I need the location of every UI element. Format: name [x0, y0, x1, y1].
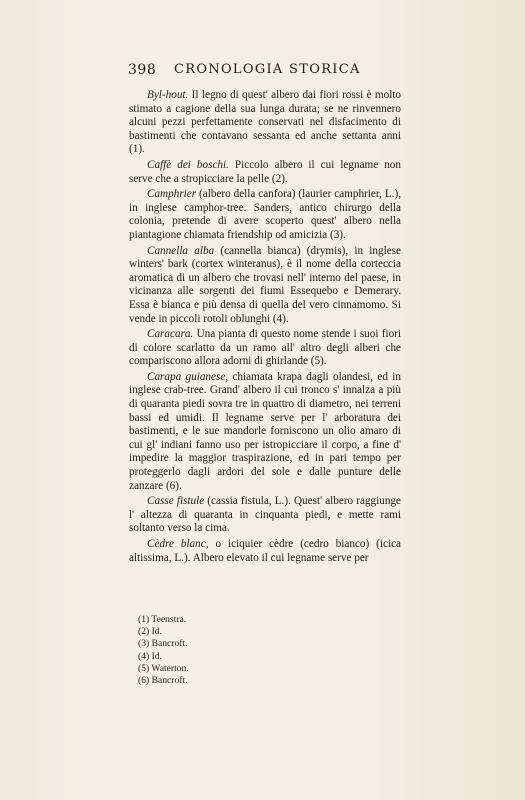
entry-caffe-dei-boschi	[129, 159, 401, 186]
page-header	[128, 62, 418, 82]
entry-text: Una pianta di questo nome stende i suoi fiori di colore scarlatto da un ramo all' altro degli alberi che compariscono allora adorni di ghirlande (5).	[129, 328, 401, 368]
footnote: (5) Waterton.	[138, 662, 189, 674]
footnotes	[138, 614, 338, 687]
entry-carapa-guianese	[129, 371, 401, 493]
entry-term: Carapa guianese,	[147, 370, 229, 383]
entry-term: Byl-hout.	[147, 89, 189, 101]
page-number: 398	[128, 62, 157, 78]
footnote: (1) Teenstra.	[138, 614, 187, 625]
entry-byl-hout	[129, 89, 401, 157]
footnote: (4) Id.	[138, 650, 162, 662]
entry-term: Casse fistule	[147, 495, 205, 508]
entry-term: Cèdre blanc,	[147, 538, 209, 550]
entry-cannella-alba	[129, 245, 401, 327]
entry-term: Camphrier	[147, 188, 197, 201]
footnote: (3) Bancroft.	[138, 638, 188, 650]
entry-text: (albero della canfora) (laurier camphrier, L.), in inglese camphor-tree. Sanders, antico chirurgo della colonia, pretende di avere scoperto quest' albero nella piantagione chiamata friendship od amicizia (3).	[129, 188, 401, 241]
entry-text: (cannella bianca) (drymis), in inglese winters' bark (cortex winteranus), è il nome della corteccia aromatica di un albero che trovasi nell' interno del paese, in vicinanza alle sorgenti dei fiumi Essequebo e Demerary. Essa è bianca e più densa di quella del vero cinnamomo. Si vende in piccoli rotoli oblunghi (4).	[129, 244, 401, 325]
entry-term: Caffè dei boschi.	[147, 158, 229, 171]
entry-camphrier	[129, 188, 401, 242]
entry-term: Cannella alba	[147, 244, 215, 257]
entry-cedre-blanc	[129, 538, 401, 565]
entry-text: (cassia fistula, L.). Quest' albero raggiunge l' altezza di quaranta in cinquanta piedi, e mette rami soltanto verso la cima.	[129, 495, 401, 535]
entry-text: Il legno di quest' albero dai fiori rossi è molto stimato a cagione della sua lunga durata; se ne rinvennero alcuni pezzi perfettamente conservati nel disfacimento di bastimenti che contavano sessanta ed anche settanta anni (1).	[129, 89, 401, 156]
entry-text: chiamata krapa dagli olandesi, ed in inglese crab-tree. Grand' albero il cui tronco s' innalza a più di quaranta piedi sovra tre in quattro di diametro, nei terreni bassi ed umidi. Il legname serve per l' arboratura dei bastimenti, e le sue mandorle forniscono un olio amaro di cui gl' indiani fanno uso per istropicciare il corpo, a fine d' impedire la maggior traspirazione, ed in pari tempo per proteggerlo dagli ardori del sole e dalle punture delle zanzare (6).	[129, 370, 401, 492]
entry-casse-fistule	[129, 495, 401, 536]
footnote: (6) Bancroft.	[138, 675, 188, 687]
entry-term: Caracara.	[147, 328, 194, 341]
footnote: (2) Id.	[138, 626, 162, 638]
running-title: CRONOLOGIA STORICA	[174, 62, 361, 77]
entry-caracara	[129, 328, 401, 369]
main-text	[129, 89, 401, 567]
entry-text: o iciquier cèdre (cedro bianco) (icica altissima, L.). Albero elevato il cui legname serve per	[129, 538, 402, 564]
entry-text: Piccolo albero il cui legname non serve che a stropicciare la pelle (2).	[129, 158, 401, 185]
